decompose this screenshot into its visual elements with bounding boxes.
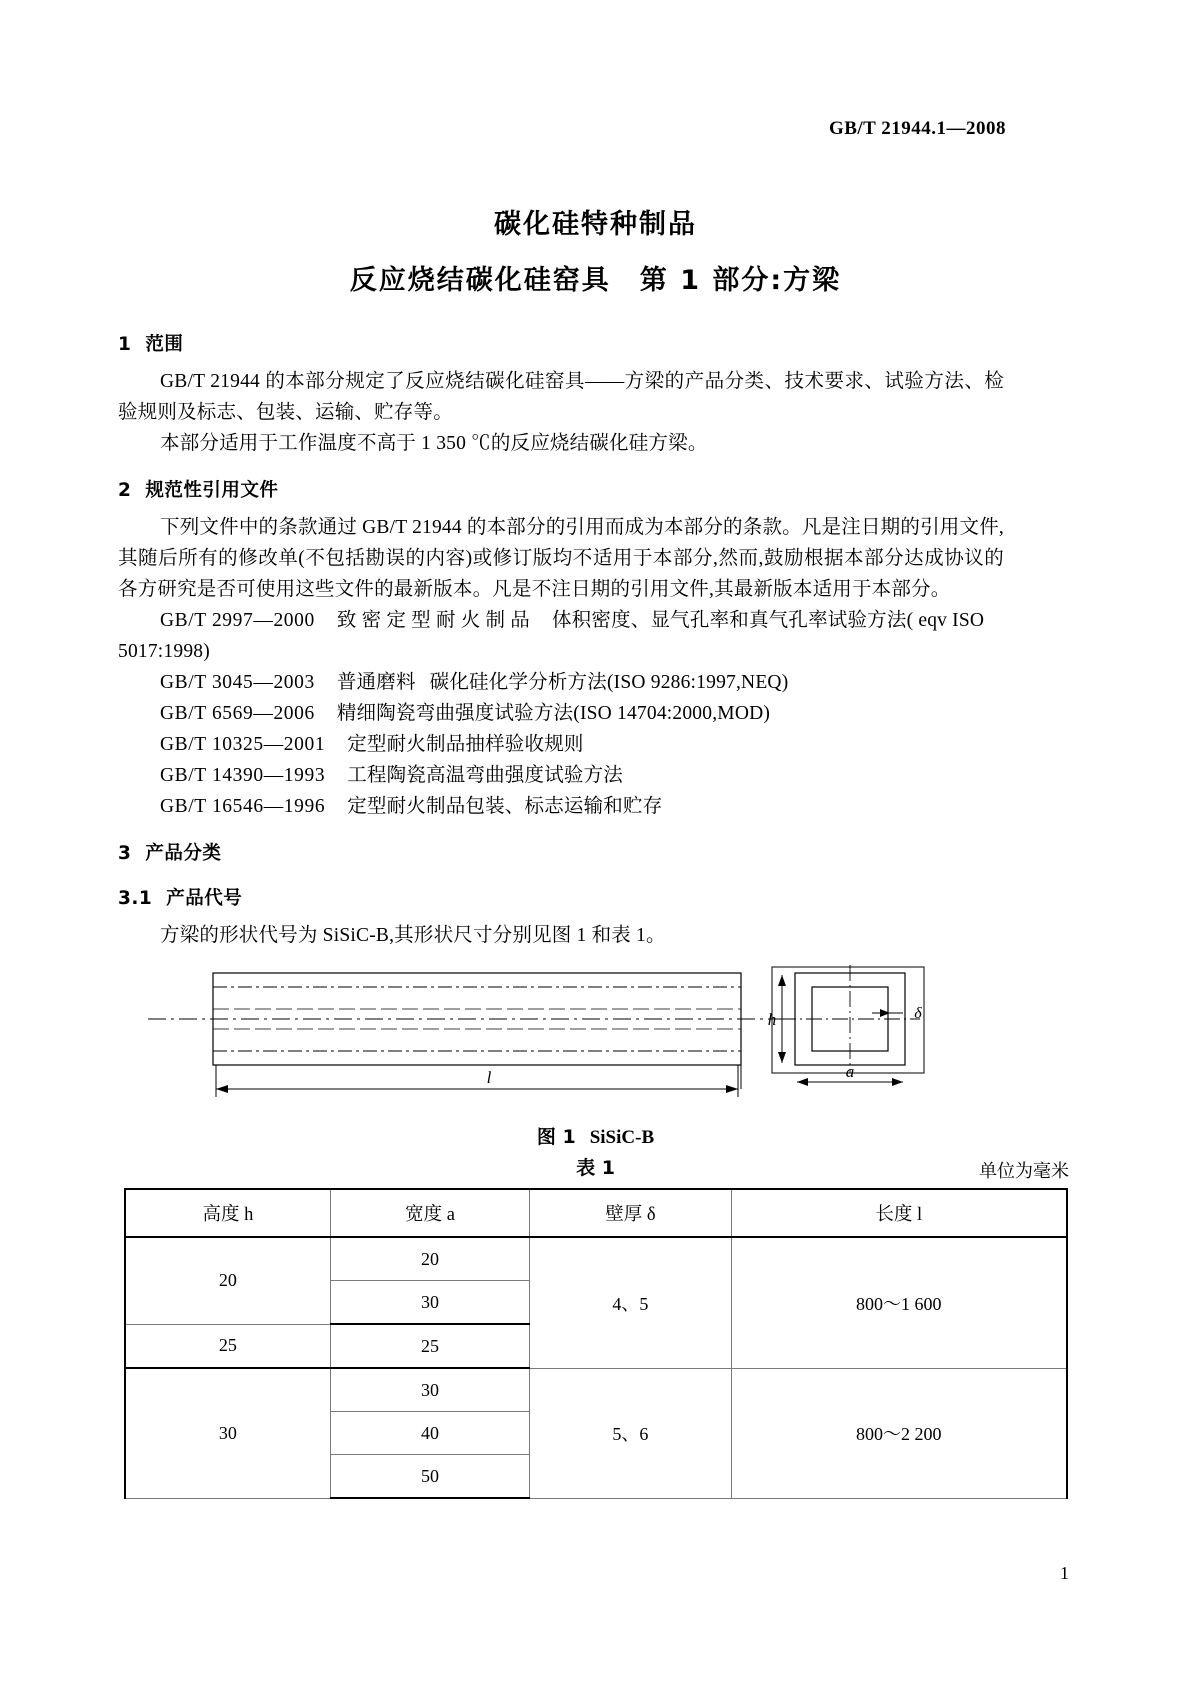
reference-code: GB/T 14390—1993 <box>160 765 326 786</box>
column-header-height: 高度 h <box>125 1189 330 1237</box>
reference-title: 致 密 定 型 耐 火 制 品 <box>336 610 530 631</box>
figure-label-width: a <box>845 1062 855 1081</box>
cell-height: 20 <box>125 1237 330 1324</box>
cell-width: 30 <box>330 1368 529 1412</box>
figure-drawing <box>0 965 1191 1140</box>
figure-label-thickness: δ <box>914 1005 922 1022</box>
reference-item <box>118 605 1004 667</box>
specification-table <box>124 1188 1068 1499</box>
cell-width: 40 <box>330 1412 529 1455</box>
section-heading-2 <box>118 476 1004 502</box>
table-caption: 表 1 <box>576 1157 615 1179</box>
cell-length: 800～1 600 <box>731 1237 1067 1368</box>
reference-title: 精细陶瓷弯曲强度试验方法(ISO 14704:2000,MOD) <box>336 703 771 724</box>
section-2-title: 规范性引用文件 <box>145 480 279 501</box>
cell-width: 20 <box>330 1237 529 1281</box>
reference-code: GB/T 10325—2001 <box>160 734 326 755</box>
normative-intro-paragraph: 下列文件中的条款通过 GB/T 21944 的本部分的引用而成为本部分的条款。凡是注日期的引用文件,其随后所有的修改单(不包括勘误的内容)或修订版均不适用于本部分,然而,鼓励根据本部分达成协议的各方研究是否可使用这些文件的最新版本。凡是不注日期的引用文件,其最新版本适用于本部分。 <box>118 517 1004 600</box>
product-code-paragraph: 方梁的形状代号为 SiSiC-B,其形状尺寸分别见图 1 和表 1。 <box>160 925 666 946</box>
scope-paragraph-2: 本部分适用于工作温度不高于 1 350 ℃的反应烧结碳化硅方梁。 <box>160 433 708 454</box>
cell-thickness: 5、6 <box>530 1368 731 1498</box>
cell-width: 25 <box>330 1324 529 1368</box>
section-heading-3-1 <box>118 884 1004 910</box>
cell-height: 25 <box>125 1324 330 1368</box>
cell-length: 800～2 200 <box>731 1368 1067 1498</box>
cell-width: 30 <box>330 1281 529 1325</box>
reference-code: GB/T 2997—2000 <box>160 610 315 631</box>
section-1-title: 范围 <box>145 334 184 355</box>
reference-item <box>118 760 1004 791</box>
figure-label-length: l <box>486 1068 492 1087</box>
cell-width: 50 <box>330 1455 529 1499</box>
column-header-thickness: 壁厚 δ <box>530 1189 731 1237</box>
table-row <box>125 1237 1067 1281</box>
document-title <box>0 202 1191 297</box>
reference-item <box>118 729 1004 760</box>
document-body <box>118 330 1004 951</box>
reference-item <box>118 667 1004 698</box>
running-header-standard-number: GB/T 21944.1—2008 <box>828 118 1006 139</box>
reference-title: 普通磨料 <box>336 672 416 693</box>
table-unit-note: 单位为毫米 <box>979 1161 1069 1181</box>
page-number: 1 <box>1060 1563 1069 1583</box>
reference-item <box>118 791 1004 822</box>
table-row <box>125 1368 1067 1412</box>
reference-subtitle: 体积密度、显气孔率和真气孔率试验方法( eqv ISO 5017:1998) <box>118 610 985 662</box>
cell-thickness: 4、5 <box>530 1237 731 1368</box>
reference-code: GB/T 3045—2003 <box>160 672 315 693</box>
column-header-length: 长度 l <box>731 1189 1067 1237</box>
figure-name: SiSiC-B <box>589 1127 655 1148</box>
figure-label-height: h <box>767 1010 777 1029</box>
reference-code: GB/T 6569—2006 <box>160 703 315 724</box>
figure-sisic-b <box>0 965 1191 1140</box>
cell-height: 30 <box>125 1368 330 1498</box>
reference-code: GB/T 16546—1996 <box>160 796 326 817</box>
table-header-row <box>125 1189 1067 1237</box>
scope-paragraph-1: GB/T 21944 的本部分规定了反应烧结碳化硅窑具——方梁的产品分类、技术要求、试验方法、检验规则及标志、包装、运输、贮存等。 <box>118 371 1004 423</box>
figure-number: 图 1 <box>536 1126 576 1148</box>
section-3-1-title: 产品代号 <box>166 888 243 909</box>
reference-title: 工程陶瓷高温弯曲强度试验方法 <box>347 765 624 786</box>
section-1-number: 1 <box>118 334 132 355</box>
section-3-title: 产品分类 <box>145 843 222 864</box>
section-3-1-number: 3.1 <box>118 888 153 909</box>
section-2-number: 2 <box>118 480 132 501</box>
section-heading-1 <box>118 330 1004 356</box>
reference-subtitle: 碳化硅化学分析方法(ISO 9286:1997,NEQ) <box>429 672 789 693</box>
section-3-number: 3 <box>118 843 132 864</box>
reference-title: 定型耐火制品包装、标志运输和贮存 <box>347 796 663 817</box>
title-line-2: 反应烧结碳化硅窑具 第 1 部分:方梁 <box>349 265 842 296</box>
reference-title: 定型耐火制品抽样验收规则 <box>347 734 584 755</box>
reference-item <box>118 698 1004 729</box>
figure-caption <box>0 1122 1191 1149</box>
title-line-1: 碳化硅特种制品 <box>494 209 697 240</box>
column-header-width: 宽度 a <box>330 1189 529 1237</box>
section-heading-3 <box>118 839 1004 865</box>
